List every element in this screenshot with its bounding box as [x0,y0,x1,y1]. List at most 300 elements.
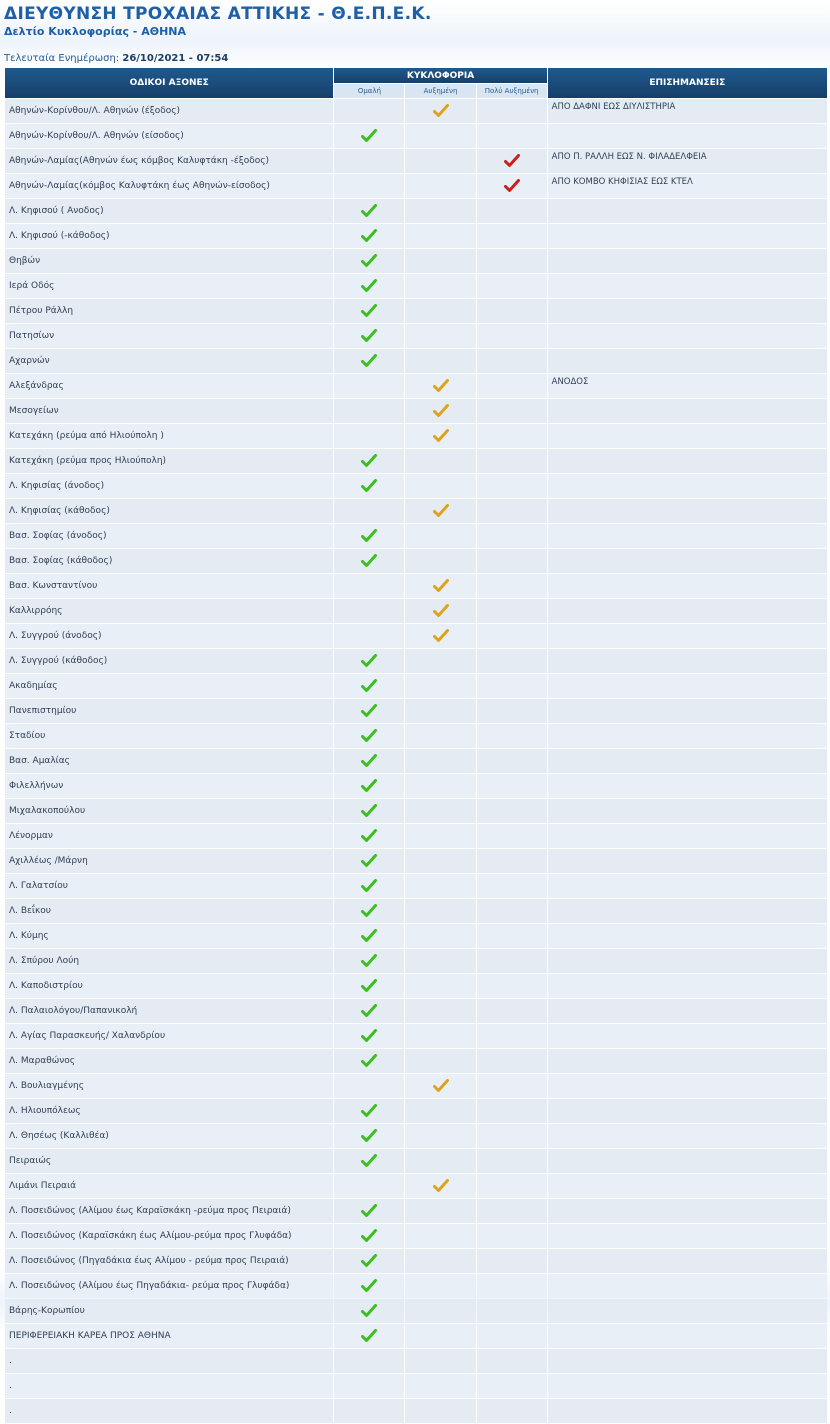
traffic-cell-normal [334,524,404,548]
traffic-cell-very [477,874,547,898]
table-row [5,874,827,898]
traffic-cell-normal [334,1024,404,1048]
traffic-cell-very [477,1174,547,1198]
road-name: Λ. Ποσειδώνος (Αλίμου έως Καραϊσκάκη -ρεύμα προς Πειραιά) [5,1199,333,1223]
traffic-cell-normal [334,949,404,973]
traffic-cell-normal [334,774,404,798]
road-note [548,499,827,523]
traffic-cell-normal [334,1299,404,1323]
road-name: Αθηνών-Κορίνθου/Λ. Αθηνών (έξοδος) [5,99,333,123]
road-note: ΑΠΟ ΔΑΦΝΙ ΕΩΣ ΔΙΥΛΙΣΤΗΡΙΑ [548,99,827,123]
table-row [5,974,827,998]
road-name: Ακαδημίας [5,674,333,698]
traffic-cell-normal [334,124,404,148]
traffic-cell-increased [405,1174,475,1198]
road-name: Πέτρου Ράλλη [5,299,333,323]
road-note [548,624,827,648]
table-row [5,1124,827,1148]
traffic-cell-normal [334,599,404,623]
traffic-cell-very [477,1124,547,1148]
road-note [548,924,827,948]
traffic-cell-increased [405,399,475,423]
traffic-cell-very [477,174,547,198]
traffic-cell-very [477,674,547,698]
check-green-icon [361,279,377,293]
traffic-cell-very [477,474,547,498]
check-green-icon [361,1104,377,1118]
traffic-cell-very [477,1249,547,1273]
last-update-value: 26/10/2021 - 07:54 [122,53,229,64]
road-name: Λ. Κύμης [5,924,333,948]
traffic-cell-very [477,374,547,398]
traffic-cell-increased [405,1224,475,1248]
check-green-icon [361,129,377,143]
table-row [5,299,827,323]
road-name: . [5,1399,333,1423]
traffic-cell-increased [405,549,475,573]
table-row [5,699,827,723]
traffic-cell-increased [405,674,475,698]
traffic-cell-normal [334,499,404,523]
road-name: Κατεχάκη (ρεύμα από Ηλιούπολη ) [5,424,333,448]
table-row [5,549,827,573]
traffic-cell-normal [334,1374,404,1398]
road-note [548,1099,827,1123]
header-increased: Αυξημένη [405,84,475,98]
traffic-cell-increased [405,1049,475,1073]
traffic-cell-very [477,524,547,548]
check-orange-icon [433,629,449,643]
road-note [548,699,827,723]
traffic-cell-increased [405,624,475,648]
check-green-icon [361,954,377,968]
traffic-cell-very [477,1074,547,1098]
traffic-cell-very [477,399,547,423]
check-green-icon [361,1204,377,1218]
road-note [548,999,827,1023]
table-row [5,949,827,973]
road-name: Λ. Γαλατσίου [5,874,333,898]
traffic-cell-very [477,1274,547,1298]
traffic-cell-increased [405,1249,475,1273]
traffic-cell-normal [334,924,404,948]
traffic-cell-normal [334,224,404,248]
road-name: Λ. Ποσειδώνος (Πηγαδάκια έως Αλίμου - ρεύμα προς Πειραιά) [5,1249,333,1273]
table-row [5,1074,827,1098]
traffic-cell-increased [405,749,475,773]
check-green-icon [361,1054,377,1068]
road-name: Λένορμαν [5,824,333,848]
road-note [548,599,827,623]
check-green-icon [361,829,377,843]
road-note [548,799,827,823]
header-notes: ΕΠΙΣΗΜΑΝΣΕΙΣ [548,68,827,98]
table-row [5,374,827,398]
table-row [5,474,827,498]
table-row [5,999,827,1023]
traffic-cell-normal [334,1274,404,1298]
table-row [5,599,827,623]
road-name: Βασ. Αμαλίας [5,749,333,773]
traffic-cell-increased [405,1024,475,1048]
road-name: Λ. Ποσειδώνος (Αλίμου έως Πηγαδάκια- ρεύμα προς Γλυφάδα) [5,1274,333,1298]
road-name: Πατησίων [5,324,333,348]
traffic-cell-normal [334,899,404,923]
road-name: . [5,1349,333,1373]
traffic-cell-increased [405,499,475,523]
road-name: Αθηνών-Κορίνθου/Λ. Αθηνών (είσοδος) [5,124,333,148]
check-orange-icon [433,379,449,393]
table-row [5,499,827,523]
last-update-label: Τελευταία Ενημέρωση: [4,53,120,64]
traffic-cell-very [477,449,547,473]
traffic-cell-increased [405,874,475,898]
check-green-icon [361,1229,377,1243]
table-row [5,99,827,123]
traffic-cell-very [477,274,547,298]
traffic-cell-increased [405,649,475,673]
traffic-cell-normal [334,1074,404,1098]
road-note [548,1274,827,1298]
table-row [5,449,827,473]
traffic-cell-very [477,99,547,123]
road-note [548,1349,827,1373]
table-row [5,1299,827,1323]
check-green-icon [361,454,377,468]
traffic-cell-very [477,1099,547,1123]
road-note [548,124,827,148]
check-orange-icon [433,429,449,443]
traffic-cell-increased [405,99,475,123]
table-row [5,799,827,823]
traffic-cell-normal [334,1199,404,1223]
traffic-cell-normal [334,349,404,373]
check-green-icon [361,1304,377,1318]
traffic-cell-increased [405,1274,475,1298]
traffic-cell-very [477,1224,547,1248]
road-note [548,574,827,598]
traffic-cell-increased [405,824,475,848]
traffic-cell-very [477,124,547,148]
road-note [548,1149,827,1173]
table-row [5,524,827,548]
traffic-cell-very [477,574,547,598]
traffic-cell-increased [405,199,475,223]
check-green-icon [361,929,377,943]
table-row [5,274,827,298]
road-note [548,249,827,273]
check-green-icon [361,879,377,893]
traffic-cell-very [477,299,547,323]
road-name: Μεσογείων [5,399,333,423]
road-note [548,1399,827,1423]
table-row [5,574,827,598]
table-row [5,1349,827,1373]
road-name: Βασ. Κωνσταντίνου [5,574,333,598]
page-title: ΔΙΕΥΘΥΝΣΗ ΤΡΟΧΑΙΑΣ ΑΤΤΙΚΗΣ - Θ.Ε.Π.Ε.Κ. [4,4,432,24]
road-note [548,524,827,548]
check-orange-icon [433,104,449,118]
traffic-cell-very [477,224,547,248]
check-green-icon [361,254,377,268]
check-green-icon [361,1329,377,1343]
traffic-cell-normal [334,1124,404,1148]
table-row [5,149,827,173]
check-green-icon [361,304,377,318]
road-note [548,1199,827,1223]
road-name: Κατεχάκη (ρεύμα προς Ηλιούπολη) [5,449,333,473]
traffic-cell-normal [334,449,404,473]
traffic-cell-increased [405,999,475,1023]
traffic-cell-normal [334,274,404,298]
check-green-icon [361,479,377,493]
road-name: Λ. Κηφισίας (κάθοδος) [5,499,333,523]
traffic-cell-very [477,624,547,648]
table-row [5,1324,827,1348]
road-name: Αθηνών-Λαμίας(Αθηνών έως κόμβος Καλυφτάκη -έξοδος) [5,149,333,173]
road-note [548,199,827,223]
traffic-cell-normal [334,974,404,998]
road-name: Λ. Καποδιστρίου [5,974,333,998]
header-very-increased: Πολύ Αυξημένη [477,84,547,98]
traffic-cell-normal [334,1349,404,1373]
traffic-cell-very [477,724,547,748]
road-note [548,349,827,373]
road-name: Λιμάνι Πειραιά [5,1174,333,1198]
road-note [548,474,827,498]
check-orange-icon [433,504,449,518]
traffic-cell-normal [334,999,404,1023]
road-note [548,1024,827,1048]
traffic-cell-increased [405,124,475,148]
traffic-cell-increased [405,424,475,448]
check-green-icon [361,529,377,543]
road-name: Σταδίου [5,724,333,748]
traffic-cell-increased [405,599,475,623]
road-note [548,649,827,673]
table-row [5,624,827,648]
road-name: Λ. Θησέως (Καλλιθέα) [5,1124,333,1148]
table-row [5,924,827,948]
road-note [548,399,827,423]
road-note [548,899,827,923]
traffic-cell-normal [334,1174,404,1198]
traffic-cell-very [477,349,547,373]
traffic-cell-normal [334,799,404,823]
traffic-cell-very [477,199,547,223]
traffic-table [4,67,828,1424]
traffic-cell-increased [405,1199,475,1223]
traffic-cell-normal [334,199,404,223]
traffic-cell-very [477,249,547,273]
road-name: Λ. Αγίας Παρασκευής/ Χαλανδρίου [5,1024,333,1048]
traffic-cell-very [477,1199,547,1223]
traffic-cell-increased [405,324,475,348]
check-orange-icon [433,604,449,618]
check-orange-icon [433,579,449,593]
traffic-cell-very [477,149,547,173]
traffic-cell-normal [334,674,404,698]
road-name: Καλλιρρόης [5,599,333,623]
road-name: Αλεξάνδρας [5,374,333,398]
header-roads: ΟΔΙΚΟΙ ΑΞΟΝΕΣ [5,68,333,98]
traffic-cell-increased [405,699,475,723]
traffic-cell-normal [334,1224,404,1248]
traffic-cell-normal [334,1249,404,1273]
traffic-cell-normal [334,324,404,348]
check-green-icon [361,779,377,793]
traffic-cell-very [477,1374,547,1398]
traffic-cell-very [477,774,547,798]
check-green-icon [361,679,377,693]
road-note [548,1174,827,1198]
road-note [548,549,827,573]
check-green-icon [361,804,377,818]
road-note [548,324,827,348]
table-row [5,849,827,873]
traffic-cell-very [477,949,547,973]
traffic-cell-very [477,999,547,1023]
traffic-cell-normal [334,399,404,423]
traffic-cell-increased [405,924,475,948]
traffic-cell-normal [334,1399,404,1423]
traffic-cell-increased [405,149,475,173]
traffic-cell-normal [334,149,404,173]
traffic-cell-increased [405,1074,475,1098]
check-green-icon [361,329,377,343]
traffic-cell-very [477,424,547,448]
check-green-icon [361,1254,377,1268]
table-row [5,424,827,448]
table-row [5,324,827,348]
table-row [5,899,827,923]
road-note [548,849,827,873]
road-note [548,1049,827,1073]
traffic-cell-increased [405,224,475,248]
road-name: Λ. Κηφισού ( Ανοδος) [5,199,333,223]
road-note [548,1124,827,1148]
check-green-icon [361,854,377,868]
traffic-cell-very [477,899,547,923]
check-green-icon [361,1279,377,1293]
road-note [548,224,827,248]
check-orange-icon [433,404,449,418]
traffic-cell-very [477,974,547,998]
road-note [548,674,827,698]
road-name: Λ. Μαραθώνος [5,1049,333,1073]
check-green-icon [361,754,377,768]
road-name: Λ. Κηφισίας (άνοδος) [5,474,333,498]
road-name: Λ. Παλαιολόγου/Παπανικολή [5,999,333,1023]
road-note [548,774,827,798]
road-name: Λ. Σπύρου Λούη [5,949,333,973]
traffic-cell-normal [334,849,404,873]
check-green-icon [361,204,377,218]
check-green-icon [361,554,377,568]
table-row [5,1174,827,1198]
check-red-icon [504,154,520,168]
table-row [5,224,827,248]
traffic-cell-very [477,324,547,348]
road-name: Αθηνών-Λαμίας(κόμβος Καλυφτάκη έως Αθηνών-είσοδος) [5,174,333,198]
table-row [5,1249,827,1273]
traffic-cell-normal [334,874,404,898]
road-note: ΑΠΟ ΚΟΜΒΟ ΚΗΦΙΣΙΑΣ ΕΩΣ ΚΤΕΛ [548,174,827,198]
check-green-icon [361,1029,377,1043]
road-name: Πειραιώς [5,1149,333,1173]
road-note [548,724,827,748]
traffic-cell-very [477,824,547,848]
traffic-cell-normal [334,749,404,773]
road-note [548,1299,827,1323]
road-note [548,824,827,848]
table-row [5,674,827,698]
traffic-cell-increased [405,1349,475,1373]
traffic-cell-normal [334,824,404,848]
traffic-cell-normal [334,249,404,273]
road-name: Λ. Ηλιουπόλεως [5,1099,333,1123]
traffic-cell-increased [405,949,475,973]
table-row [5,1149,827,1173]
traffic-cell-increased [405,374,475,398]
road-name: Λ. Ποσειδώνος (Καραϊσκάκη έως Αλίμου-ρεύμα προς Γλυφάδα) [5,1224,333,1248]
road-name: Ιερά Οδός [5,274,333,298]
traffic-cell-increased [405,274,475,298]
table-row [5,724,827,748]
traffic-cell-increased [405,449,475,473]
traffic-cell-increased [405,849,475,873]
traffic-cell-very [477,649,547,673]
road-note [548,1074,827,1098]
traffic-cell-very [477,499,547,523]
table-row [5,1399,827,1423]
table-row [5,249,827,273]
traffic-cell-normal [334,474,404,498]
table-row [5,174,827,198]
traffic-cell-very [477,1299,547,1323]
road-note [548,1374,827,1398]
table-row [5,1199,827,1223]
check-green-icon [361,704,377,718]
road-note: ΑΝΟΔΟΣ [548,374,827,398]
table-row [5,199,827,223]
check-green-icon [361,1129,377,1143]
traffic-cell-normal [334,424,404,448]
road-note [548,1324,827,1348]
road-note [548,1224,827,1248]
traffic-cell-increased [405,1299,475,1323]
road-note [548,974,827,998]
check-orange-icon [433,1179,449,1193]
table-row [5,1274,827,1298]
road-note [548,749,827,773]
page-subtitle: Δελτίο Κυκλοφορίας - ΑΘΗΝΑ [4,25,186,38]
traffic-cell-very [477,699,547,723]
traffic-cell-increased [405,899,475,923]
traffic-cell-increased [405,299,475,323]
road-name: Πανεπιστημίου [5,699,333,723]
check-green-icon [361,354,377,368]
traffic-cell-normal [334,699,404,723]
road-name: Θηβών [5,249,333,273]
traffic-cell-very [477,1024,547,1048]
road-note [548,299,827,323]
road-name: . [5,1374,333,1398]
road-note: ΑΠΟ Π. ΡΑΛΛΗ ΕΩΣ Ν. ΦΙΛΑΔΕΛΦΕΙΑ [548,149,827,173]
traffic-cell-very [477,799,547,823]
traffic-cell-increased [405,1124,475,1148]
traffic-cell-increased [405,1324,475,1348]
